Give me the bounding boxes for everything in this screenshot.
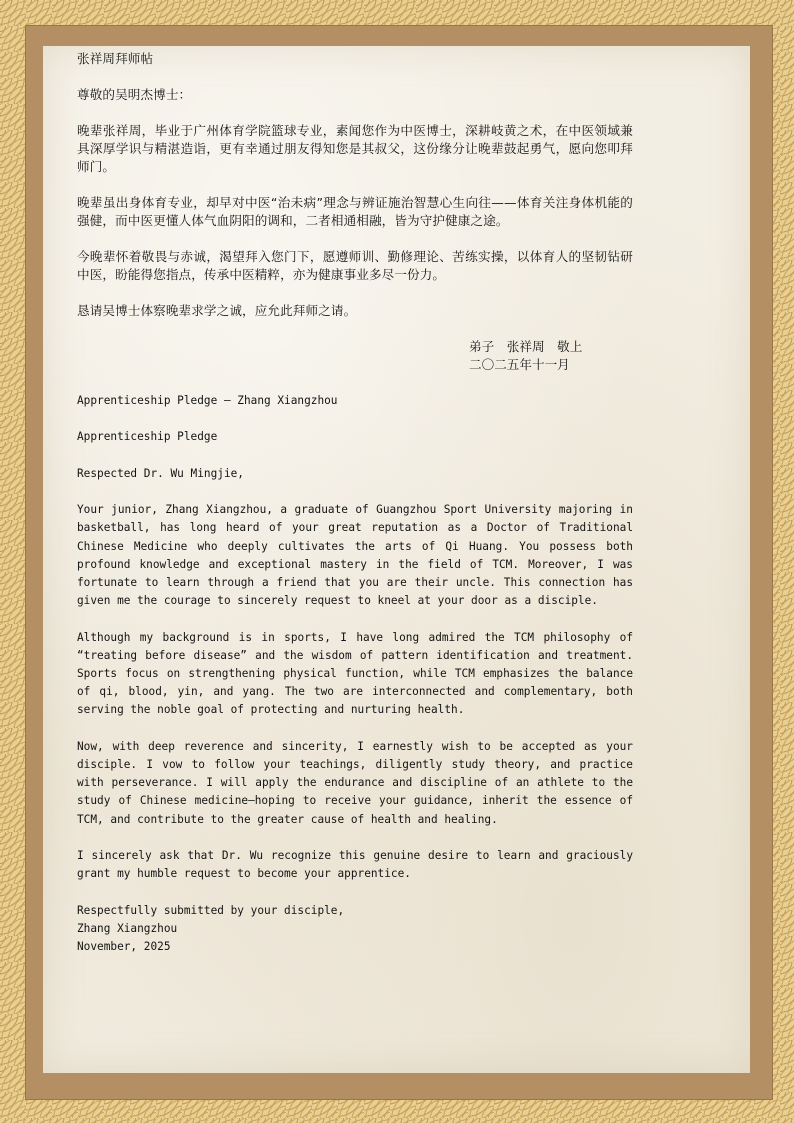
zh-signature: 弟子 张祥周 敬上 xyxy=(469,339,583,354)
letter-content xyxy=(77,50,633,956)
en-name: Zhang Xiangzhou xyxy=(77,921,178,935)
en-heading: Apprenticeship Pledge — Zhang Xiangzhou xyxy=(77,394,338,407)
en-closing: Respectfully submitted by your disciple, xyxy=(77,903,345,917)
en-paragraph-2: Although my background is in sports, I have long admired the TCM philosophy of “treating before disease” and the wisdom of pattern identification and treatment. Sports focus on strengthening physical function, while TCM emphasizes the balance of qi, blood, yin, and yang. The two are interconnected and complementary, both serving the noble goal of protecting and nurturing health. xyxy=(77,630,633,717)
zh-paragraph-3: 今晚辈怀着敬畏与赤诚，渴望拜入您门下，愿遵师训、勤修理论、苦练实操，以体育人的坚韧钻研中医，盼能得您指点，传承中医精粹，亦为健康事业多尽一份力。 xyxy=(77,249,633,282)
zh-paragraph-1: 晚辈张祥周，毕业于广州体育学院篮球专业，素闻您作为中医博士，深耕岐黄之术，在中医领域兼具深厚学识与精湛造诣，更有幸通过朋友得知您是其叔父，这份缘分让晚辈鼓起勇气，愿向您叩拜师门。 xyxy=(77,123,633,174)
zh-paragraph-2: 晚辈虽出身体育专业，却早对中医“治未病”理念与辨证施治智慧心生向往——体育关注身体机能的强健，而中医更懂人体气血阴阳的调和，二者相通相融，皆为守护健康之途。 xyxy=(77,195,633,228)
en-salutation: Respected Dr. Wu Mingjie, xyxy=(77,466,244,480)
en-paragraph-1: Your junior, Zhang Xiangzhou, a graduate of Guangzhou Sport University majoring in basketball, has long heard of your great reputation as a Doctor of Traditional Chinese Medicine who deeply cultivates the arts of Qi Huang. You possess both profound knowledge and exceptional mastery in the field of TCM. Moreover, I was fortunate to learn through a friend that you are their uncle. This connection has given me the courage to sincerely request to kneel at your door as a disciple. xyxy=(77,503,633,608)
en-paragraph-4: I sincerely ask that Dr. Wu recognize this genuine desire to learn and graciously grant my humble request to become your apprentice. xyxy=(77,848,633,881)
en-paragraph-3: Now, with deep reverence and sincerity, I earnestly wish to be accepted as your disciple. I vow to follow your teachings, diligently study theory, and practice with perseverance. I will apply the endurance and discipline of an athlete to the study of Chinese medicine—hoping to receive your guidance, inherit the essence of TCM, and contribute to the greater cause of health and healing. xyxy=(77,739,633,826)
zh-salutation: 尊敬的吴明杰博士： xyxy=(77,87,192,102)
zh-title: 张祥周拜师帖 xyxy=(77,51,154,66)
zh-date: 二〇二五年十一月 xyxy=(469,357,570,372)
en-title: Apprenticeship Pledge xyxy=(77,430,218,444)
zh-paragraph-4: 恳请吴博士体察晚辈求学之诚，应允此拜师之请。 xyxy=(77,303,357,318)
en-date: November, 2025 xyxy=(77,939,171,953)
